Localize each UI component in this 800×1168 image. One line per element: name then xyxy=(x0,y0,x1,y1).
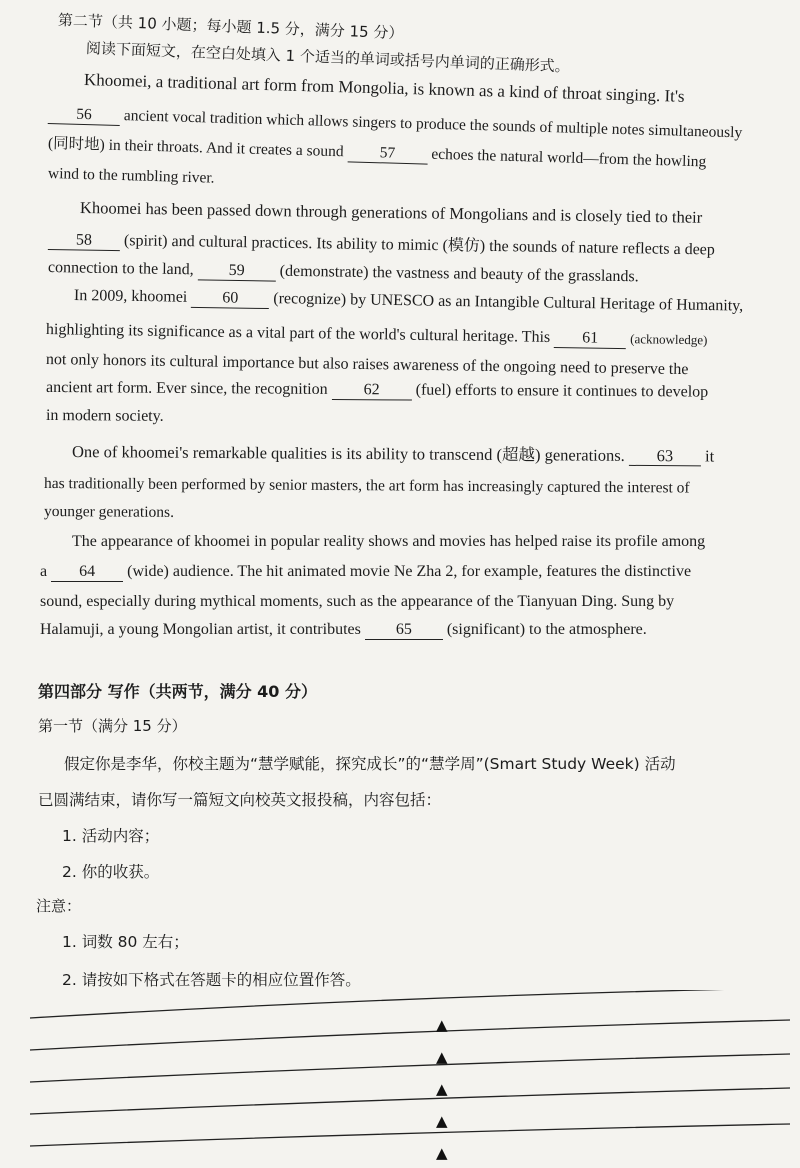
p3-line1 xyxy=(74,286,772,317)
part4-title: 第四部分 写作（共两节，满分 40 分） xyxy=(38,682,317,701)
blank-58[interactable]: 58 xyxy=(48,231,120,251)
p1-line3-b: echoes the natural world—from the howling xyxy=(431,145,707,171)
answer-marker-1: ▲ xyxy=(436,1016,448,1034)
content-item-1: 1. 活动内容； xyxy=(62,827,160,845)
p3-line1-b: (recognize) by UNESCO as an Intangible Cultural Heritage of Humanity, xyxy=(273,290,744,315)
part4-section1: 第一节（满分 15 分） xyxy=(38,717,187,735)
p3-line5: in modern society. xyxy=(45,407,164,425)
p2-line3 xyxy=(48,258,772,289)
section-heading-rest: （共 10 小题；每小题 1.5 分，满分 15 分） xyxy=(102,12,404,43)
p2-line2-text: (spirit) and cultural practices. Its ability to mimic (模仿) the sounds of nature reflects a deep xyxy=(123,232,715,259)
note-1: 1. 词数 80 左右； xyxy=(62,933,189,951)
p3-line4 xyxy=(46,378,772,403)
content-item-2: 2. 你的收获。 xyxy=(62,863,160,881)
p3-line4-a: ancient art form. Ever since, the recognition xyxy=(45,379,328,398)
p5-line2-a: a xyxy=(40,563,48,580)
p5-line2-b: (wide) audience. The hit animated movie Ne Zha 2, for example, features the distinctive xyxy=(127,563,692,580)
p4-line1 xyxy=(72,442,772,467)
p4-line1-a: One of khoomei's remarkable qualities is its ability to transcend (超越) generations. xyxy=(71,442,625,465)
blank-63[interactable]: 63 xyxy=(629,447,701,467)
p4-line2: has traditionally been performed by senior masters, the art form has increasingly captured the interest of xyxy=(43,475,690,497)
answer-marker-3: ▲ xyxy=(436,1080,448,1098)
answer-line-4 xyxy=(30,1088,790,1114)
notes-label: 注意： xyxy=(36,897,82,915)
blank-57[interactable]: 57 xyxy=(347,143,427,164)
p5-line2 xyxy=(40,562,772,582)
p3-line2 xyxy=(46,320,772,351)
p2-line3-b: (demonstrate) the vastness and beauty of the grasslands. xyxy=(279,262,639,286)
p5-line3: sound, especially during mythical moments, such as the appearance of the Tianyuan Ding. Sung by xyxy=(40,593,675,610)
p4-line1-b: it xyxy=(705,446,715,466)
blank-60[interactable]: 60 xyxy=(191,289,269,309)
answer-marker-4: ▲ xyxy=(436,1112,448,1130)
p4-line3: younger generations. xyxy=(43,503,175,521)
p3-line2-b: (acknowledge) xyxy=(630,331,708,348)
p3-line2-a: highlighting its significance as a vital part of the world's cultural heritage. This xyxy=(45,321,551,346)
section-heading-label: 第二节 xyxy=(57,11,104,31)
blank-59[interactable]: 59 xyxy=(198,261,276,281)
answer-line-5 xyxy=(30,1124,790,1146)
p1-line4: wind to the rumbling river. xyxy=(47,165,215,187)
blank-62[interactable]: 62 xyxy=(332,381,412,401)
answer-line-1 xyxy=(30,990,785,1018)
p5-line4-b: (significant) to the atmosphere. xyxy=(446,621,647,638)
blank-56[interactable]: 56 xyxy=(48,105,121,126)
answer-lines xyxy=(0,990,800,1168)
answer-line-3 xyxy=(30,1054,790,1082)
p5-line1: The appearance of khoomei in popular reality shows and movies has helped raise its profile among xyxy=(72,533,706,550)
blank-61[interactable]: 61 xyxy=(554,329,626,349)
answer-marker-5: ▲ xyxy=(436,1144,448,1162)
p5-line4 xyxy=(40,620,772,640)
prompt-line1: 假定你是李华，你校主题为“慧学赋能，探究成长”的“慧学周”(Smart Study Week) 活动 xyxy=(64,755,676,773)
p2-line1: Khoomei has been passed down through generations of Mongolians and is closely tied to their xyxy=(79,198,703,227)
p3-line3: not only honors its cultural importance but also raises awareness of the ongoing need to preserve the xyxy=(45,351,689,379)
p1-line3-a: (同时地) in their throats. And it creates a sound xyxy=(47,135,344,161)
instruction: 阅读下面短文，在空白处填入 1 个适当的单词或括号内单词的正确形式。 xyxy=(85,39,571,76)
answer-line-2 xyxy=(30,1020,790,1050)
answer-marker-2: ▲ xyxy=(436,1048,448,1066)
note-2: 2. 请按如下格式在答题卡的相应位置作答。 xyxy=(62,971,361,989)
blank-65[interactable]: 65 xyxy=(365,621,443,640)
blank-64[interactable]: 64 xyxy=(51,563,123,582)
p2-line2 xyxy=(48,230,772,261)
p3-line1-a: In 2009, khoomei xyxy=(73,287,188,306)
prompt-line2: 已圆满结束，请你写一篇短文向校英文报投稿，内容包括： xyxy=(38,791,442,809)
p5-line4-a: Halamuji, a young Mongolian artist, it contributes xyxy=(40,621,361,638)
p2-line3-a: connection to the land, xyxy=(47,259,194,279)
p1-line2-text: ancient vocal tradition which allows singers to produce the sounds of multiple notes simultaneously xyxy=(123,107,743,142)
p1-line1: Khoomei, a traditional art form from Mongolia, is known as a kind of throat singing. It's xyxy=(83,70,685,106)
p3-line4-b: (fuel) efforts to ensure it continues to develop xyxy=(415,381,709,401)
